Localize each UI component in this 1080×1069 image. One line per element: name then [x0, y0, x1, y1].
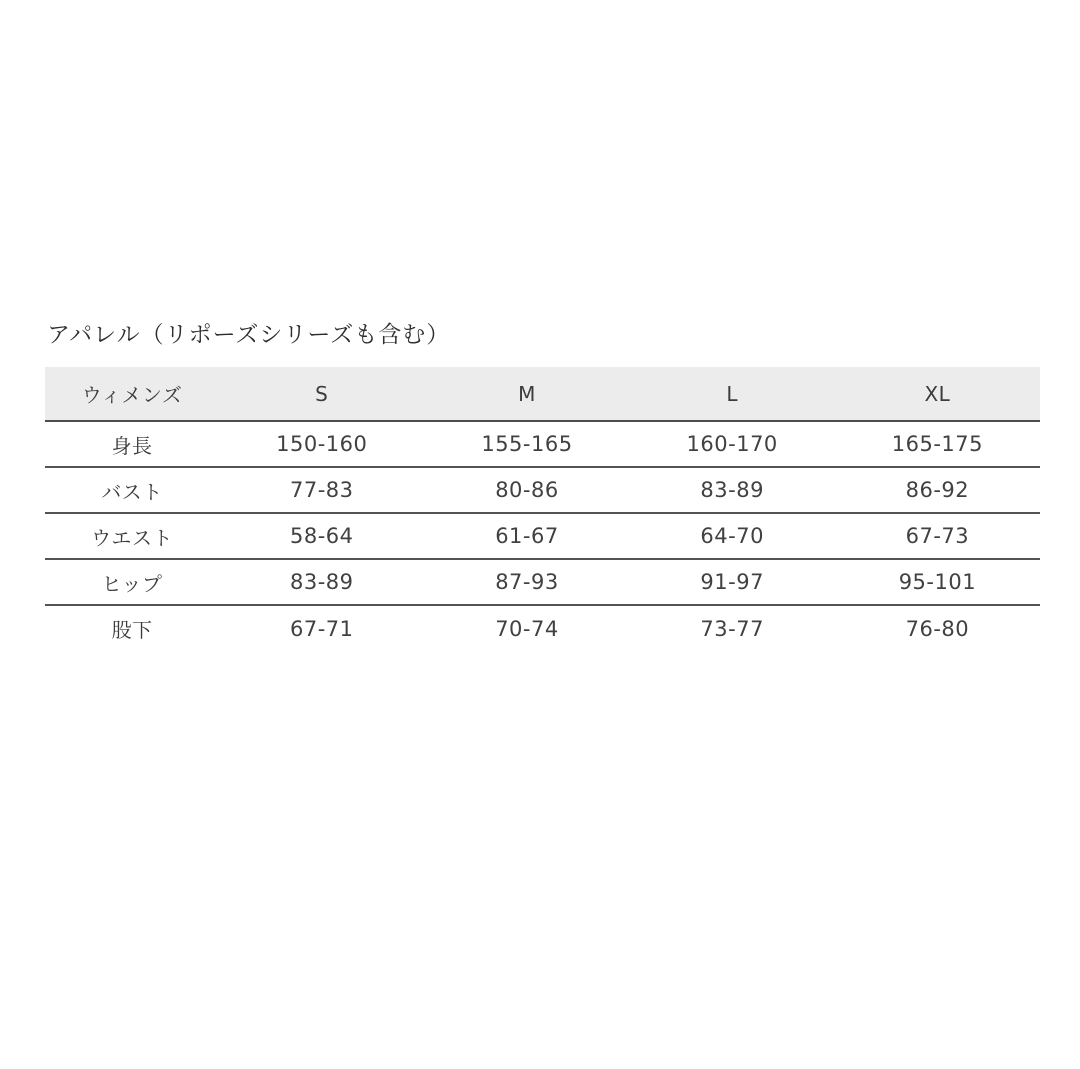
- measurement-value: 61-67: [495, 524, 559, 548]
- measurement-value: 83-89: [289, 570, 354, 594]
- measurement-value: 58-64: [289, 524, 354, 548]
- measurement-label: ウエスト: [91, 525, 174, 550]
- measurement-value: 64-70: [700, 524, 764, 548]
- table-row-hip: [45, 559, 1040, 605]
- table-row-bust: [45, 467, 1040, 513]
- size-table: [45, 367, 1040, 651]
- measurement-value: 86-92: [905, 478, 970, 502]
- column-header-size-xl: XL: [835, 367, 1040, 421]
- measurement-value: 155-165: [481, 432, 573, 456]
- column-header-size-m: M: [424, 367, 629, 421]
- measurement-value: 87-93: [495, 570, 559, 594]
- measurement-value: 77-83: [289, 478, 354, 502]
- measurement-label: バスト: [101, 479, 163, 504]
- measurement-value: 150-160: [276, 432, 368, 456]
- size-chart-title: アパレル（リポーズシリーズも含む）: [47, 322, 451, 348]
- measurement-value: 91-97: [700, 570, 764, 594]
- table-row-height: [45, 421, 1040, 467]
- measurement-value: 73-77: [700, 616, 764, 641]
- measurement-value: 70-74: [495, 616, 559, 641]
- measurement-value: 83-89: [700, 478, 764, 502]
- measurement-value: 67-73: [905, 524, 970, 548]
- size-table-header: [45, 367, 1040, 421]
- size-table-body: [45, 421, 1040, 651]
- measurement-value: 160-170: [686, 432, 778, 456]
- measurement-label: ヒップ: [101, 571, 163, 596]
- measurement-label: 股下: [111, 618, 153, 642]
- measurement-value: 76-80: [905, 616, 970, 641]
- measurement-value: 165-175: [891, 432, 984, 456]
- measurement-label: 身長: [111, 433, 153, 458]
- column-header-size-l: L: [630, 367, 835, 421]
- measurement-value: 95-101: [898, 570, 977, 594]
- size-chart-content: [45, 316, 1040, 651]
- table-row-inseam: [45, 605, 1040, 651]
- measurement-value: 80-86: [495, 478, 559, 502]
- table-row-waist: [45, 513, 1040, 559]
- column-header-size-s: S: [219, 367, 424, 421]
- column-header-womens: ウィメンズ: [45, 367, 219, 421]
- header-row: [45, 367, 1040, 421]
- measurement-value: 67-71: [289, 616, 354, 641]
